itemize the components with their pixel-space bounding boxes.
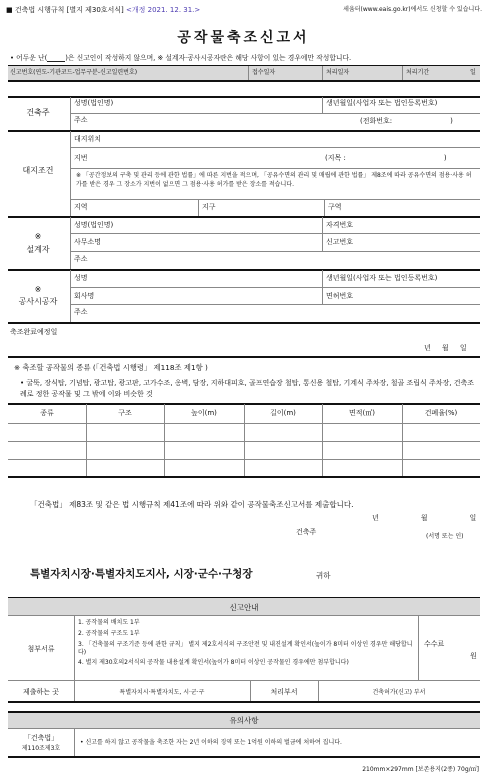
department-value: 건축허가(신고) 부서 — [372, 689, 426, 696]
department-label: 처리부서 — [270, 688, 298, 696]
attachments-label: 첨부서류 — [27, 645, 55, 653]
recipient-suffix: 귀하 — [316, 571, 331, 580]
site-district-field[interactable]: 지구 — [202, 203, 216, 211]
table-header-area: 면적(㎡) — [349, 409, 375, 417]
site-area-field[interactable]: 구역 — [328, 203, 342, 211]
attachment-item-3: 3. 「건축물의 구조기준 등에 관한 규칙」 별지 제2호서식의 구조안전 및 내진설계 확인서(높이가 8미터 이상인 경우만 해당합니다) — [78, 641, 413, 657]
guide-title: 신고안내 — [229, 603, 259, 612]
law-reference: ■ 건축법 시행규칙 [별지 제30호서식] <개정 2021. 12. 31.> — [6, 6, 201, 14]
structure-kinds-title: ※ 축조할 공작물의 종류 (「건축법 시행령」 제118조 제1항 ) — [14, 363, 208, 372]
attachment-item-2: 2. 공작물의 구조도 1부 — [78, 630, 140, 637]
declaration-date-field[interactable]: 년 월 일 — [372, 514, 477, 522]
designer-license-field[interactable]: 자격번호 — [326, 221, 354, 229]
caution-ref-article: 제110조제3호 — [21, 745, 61, 752]
contractor-mark: ※ — [34, 285, 42, 294]
revision-date: <개정 2021. 12. 31.> — [126, 6, 201, 14]
shaded-box-sample — [47, 54, 65, 62]
owner-phone-field[interactable]: (전화번호: ) — [360, 117, 453, 125]
owner-section: 건축주 — [26, 108, 50, 117]
declaration-text: 「건축법」 제83조 및 같은 법 시행규칙 제41조에 따라 위와 같이 공작물축조신고서를 제출합니다. — [30, 500, 354, 509]
owner-address-field[interactable]: 주소 — [74, 116, 88, 124]
table-header-length: 길이(m) — [270, 409, 296, 417]
signature-field[interactable]: (서명 또는 인) — [426, 533, 464, 540]
table-header-height: 높이(m) — [191, 409, 217, 417]
caution-text: • 신고를 하지 않고 공작물을 축조한 자는 2년 이하의 징역 또는 1억원 이하의 벌금에 처하여 집니다. — [80, 739, 342, 746]
contractor-name-field[interactable]: 성명 — [74, 274, 88, 282]
processing-period-label: 처리기간 — [406, 69, 430, 76]
contractor-company-field[interactable]: 회사명 — [74, 292, 95, 300]
fee-value: 원 — [470, 652, 477, 660]
table-header-structure: 구조 — [118, 409, 132, 417]
designer-address-field[interactable]: 주소 — [74, 255, 88, 263]
contractor-birth-field[interactable]: 생년월일(사업자 또는 법인등록번호) — [326, 274, 438, 282]
site-lot-field[interactable]: 지번 — [74, 154, 88, 162]
designer-report-field[interactable]: 신고번호 — [326, 238, 354, 246]
completion-date-field[interactable]: 년 월 일 — [424, 344, 467, 352]
form-header — [6, 6, 482, 18]
attachment-item-1: 1. 공작물의 배치도 1부 — [78, 619, 140, 626]
instruction-note: • 어두운 난( )은 신고인이 작성하지 않으며, ※ 설계자·공사시공자란은 해당 사항이 있는 경우에만 작성합니다. — [10, 54, 352, 62]
table-header-coverage: 건폐율(%) — [424, 409, 458, 417]
processing-period-value: 일 — [470, 69, 476, 76]
site-category-field[interactable]: (지목 : ) — [325, 154, 447, 162]
paper-spec-footer: 210mm×297mm [보존용지(2종) 70g/㎡] — [362, 766, 479, 773]
applicant-label: 건축주 — [296, 528, 317, 536]
contractor-address-field[interactable]: 주소 — [74, 308, 88, 316]
site-lot-note: ※ 「공간정보의 구축 및 관리 등에 관한 법률」에 따른 지번을 적으며, 「공유수면의 관리 및 매립에 관한 법률」 제8조에 따라 공유수면의 점용·사용 허가를 받은 경우 그 장소가 지번이 없으면 그 점용·사용 허가를 받은 장소를 적습니다. — [76, 172, 472, 188]
form-title: 공작물축조신고서 — [177, 30, 310, 46]
receipt-date-label: 접수일자 — [252, 69, 276, 76]
receipt-number-label: 신고번호(연도-기관코드-업무구분-신고일련번호) — [10, 69, 138, 76]
processed-date-label: 처리일자 — [326, 69, 350, 76]
online-note: 세움터(www.eais.go.kr)에서도 신청할 수 있습니다. — [343, 6, 482, 13]
designer-name-field[interactable]: 성명(법인명) — [74, 221, 114, 229]
owner-birth-field[interactable]: 생년월일(사업자 또는 법인등록번호) — [326, 99, 438, 107]
designer-mark: ※ — [34, 232, 42, 241]
submit-place-value: 특별자치시·특별자치도, 시·군·구 — [119, 689, 205, 696]
structure-kinds-list: • 굴뚝, 장식탑, 기념탑, 광고탑, 광고판, 고가수조, 옹벽, 담장, 지하대피호, 골프연습장 철탑, 통신용 철탑, 기계식 주차장, 철골 조립식 주차장, 건축조례로 정한 공작물 및 그 밖에 이와 비슷한 것 — [20, 379, 475, 398]
contractor-license-field[interactable]: 면허번호 — [326, 292, 354, 300]
site-location-field[interactable]: 대지위치 — [74, 135, 102, 143]
caution-ref-law: 「건축법」 — [23, 734, 59, 742]
owner-name-field[interactable]: 성명(법인명) — [74, 99, 114, 107]
recipient-title: 특별자치시장·특별자치도지사, 시장·군수·구청장 — [30, 568, 253, 580]
contractor-section: 공사시공자 — [18, 297, 58, 306]
attachment-item-4: 4. 별지 제30호의2서식의 공작물 내용설계 확인서(높이가 8미터 이상인 공작물인 경우에만 첨부합니다) — [78, 659, 349, 666]
submit-place-label: 제출하는 곳 — [22, 688, 60, 696]
table-header-kind: 종류 — [40, 409, 54, 417]
caution-title: 유의사항 — [229, 716, 259, 725]
fee-label: 수수료 — [424, 640, 445, 648]
designer-section: 설계자 — [26, 245, 50, 254]
site-section: 대지조건 — [22, 166, 54, 175]
site-zone-field[interactable]: 지역 — [74, 203, 88, 211]
designer-office-field[interactable]: 사무소명 — [74, 238, 102, 246]
completion-date-label: 축조완료예정일 — [10, 328, 58, 336]
